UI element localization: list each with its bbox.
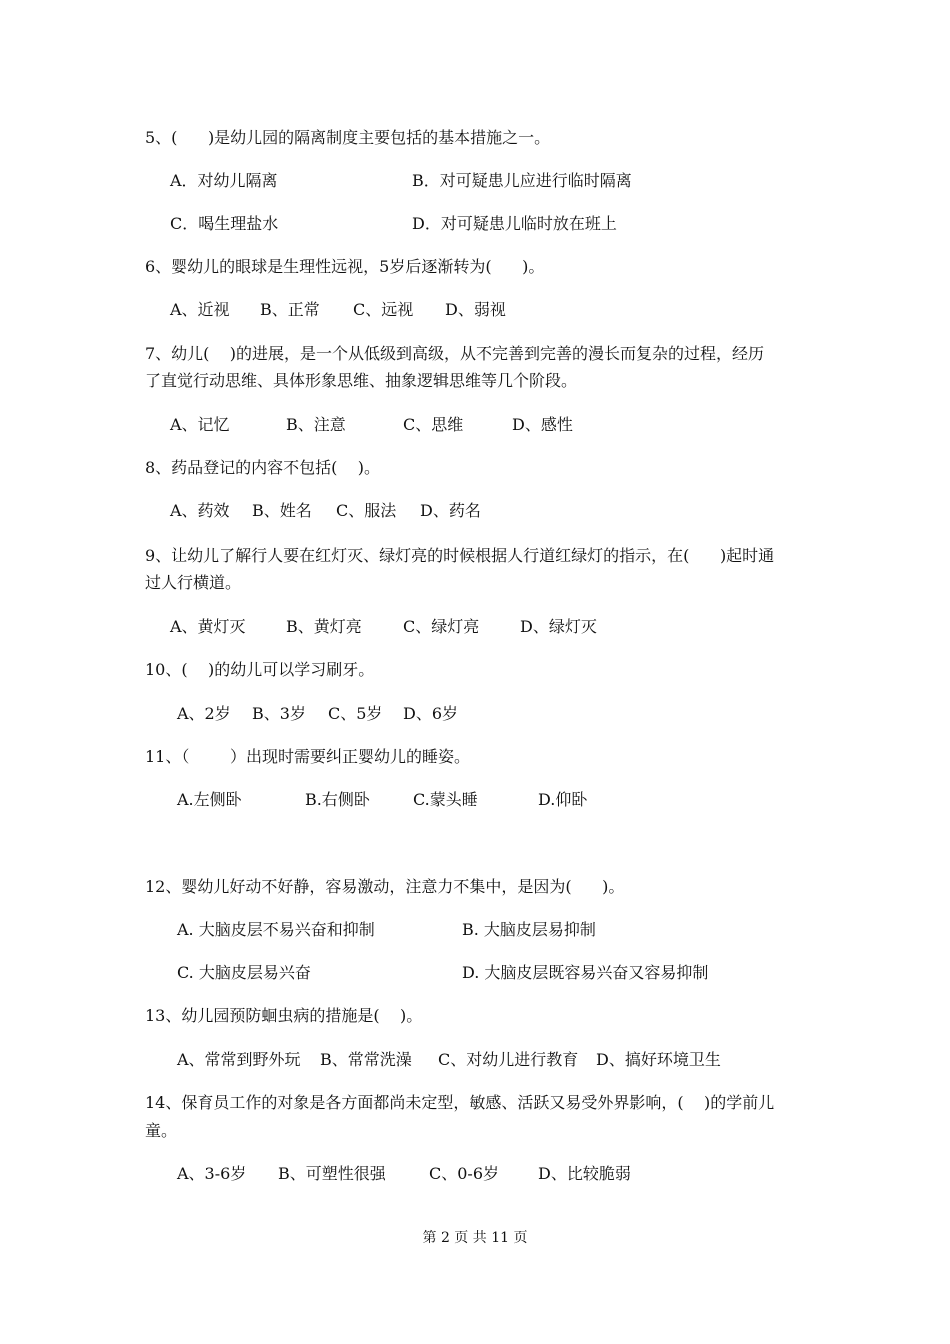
page-number-footer: 第 2 页 共 11 页 (422, 1230, 528, 1246)
question-11-option-a: A.左侧卧 (177, 790, 242, 809)
question-10-option-d: D、6岁 (403, 704, 459, 723)
question-7-stem-line-2: 了直觉行动思维、具体形象思维、抽象逻辑思维等几个阶段。 (145, 371, 578, 390)
question-6-option-a: A、近视 (170, 300, 230, 319)
question-9-option-c: C、绿灯亮 (403, 617, 480, 636)
question-9-option-a: A、黄灯灭 (170, 617, 246, 636)
question-12-option-b: B. 大脑皮层易抑制 (462, 920, 596, 939)
question-7-option-d: D、感性 (512, 415, 573, 434)
question-7-stem-line-1: 7、幼儿( )的进展，是一个从低级到高级，从不完善到完善的漫长而复杂的过程，经历 (145, 344, 765, 363)
question-9-option-b: B、黄灯亮 (286, 617, 362, 636)
question-13-stem: 13、幼儿园预防蛔虫病的措施是( )。 (145, 1006, 423, 1025)
question-5-stem: 5、( )是幼儿园的隔离制度主要包括的基本措施之一。 (145, 128, 551, 147)
question-14-option-c: C、0-6岁 (429, 1164, 500, 1183)
question-11-stem: 11、（ ）出现时需要纠正婴幼儿的睡姿。 (145, 747, 471, 766)
question-8-option-c: C、服法 (336, 501, 397, 520)
question-12-option-a: A. 大脑皮层不易兴奋和抑制 (177, 920, 375, 939)
question-12-option-c: C. 大脑皮层易兴奋 (177, 963, 311, 982)
question-7-option-a: A、记忆 (170, 415, 230, 434)
question-13-option-d: D、搞好环境卫生 (596, 1050, 721, 1069)
question-6-stem: 6、婴幼儿的眼球是生理性远视，5岁后逐渐转为( )。 (145, 257, 545, 276)
question-10-stem: 10、( )的幼儿可以学习刷牙。 (145, 660, 375, 679)
question-11-option-d: D.仰卧 (538, 790, 588, 809)
question-6-option-d: D、弱视 (445, 300, 506, 319)
question-11-option-b: B.右侧卧 (305, 790, 370, 809)
question-14-stem-line-1: 14、保育员工作的对象是各方面都尚未定型，敏感、活跃又易受外界影响，( )的学前儿 (145, 1093, 775, 1112)
question-5-option-a: A．对幼儿隔离 (170, 171, 278, 190)
question-10-option-a: A、2岁 (177, 704, 231, 723)
question-5-option-d: D．对可疑患儿临时放在班上 (412, 214, 617, 233)
question-8-option-b: B、姓名 (252, 501, 312, 520)
question-7-option-c: C、思维 (403, 415, 464, 434)
question-14-option-b: B、可塑性很强 (278, 1164, 386, 1183)
question-6-option-b: B、正常 (260, 300, 320, 319)
question-14-option-a: A、3-6岁 (177, 1164, 247, 1183)
question-7-option-b: B、注意 (286, 415, 346, 434)
question-13-option-a: A、常常到野外玩 (177, 1050, 301, 1069)
question-13-option-c: C、对幼儿进行教育 (438, 1050, 579, 1069)
question-10-option-b: B、3岁 (252, 704, 306, 723)
question-8-stem: 8、药品登记的内容不包括( )。 (145, 458, 381, 477)
question-9-stem-line-2: 过人行横道。 (145, 573, 242, 592)
question-5-option-b: B．对可疑患儿应进行临时隔离 (412, 171, 632, 190)
question-11-option-c: C.蒙头睡 (413, 790, 478, 809)
question-8-option-a: A、药效 (170, 501, 230, 520)
question-12-stem: 12、婴幼儿好动不好静，容易激动，注意力不集中，是因为( )。 (145, 877, 625, 896)
question-13-option-b: B、常常洗澡 (320, 1050, 412, 1069)
question-8-option-d: D、药名 (420, 501, 481, 520)
question-9-stem-line-1: 9、让幼儿了解行人要在红灯灭、绿灯亮的时候根据人行道红绿灯的指示，在( )起时通 (145, 546, 775, 565)
question-10-option-c: C、5岁 (328, 704, 383, 723)
question-14-option-d: D、比较脆弱 (538, 1164, 631, 1183)
question-9-option-d: D、绿灯灭 (520, 617, 597, 636)
question-5-option-c: C．喝生理盐水 (170, 214, 279, 233)
question-6-option-c: C、远视 (353, 300, 414, 319)
question-14-stem-line-2: 童。 (145, 1121, 178, 1140)
question-12-option-d: D. 大脑皮层既容易兴奋又容易抑制 (462, 963, 709, 982)
